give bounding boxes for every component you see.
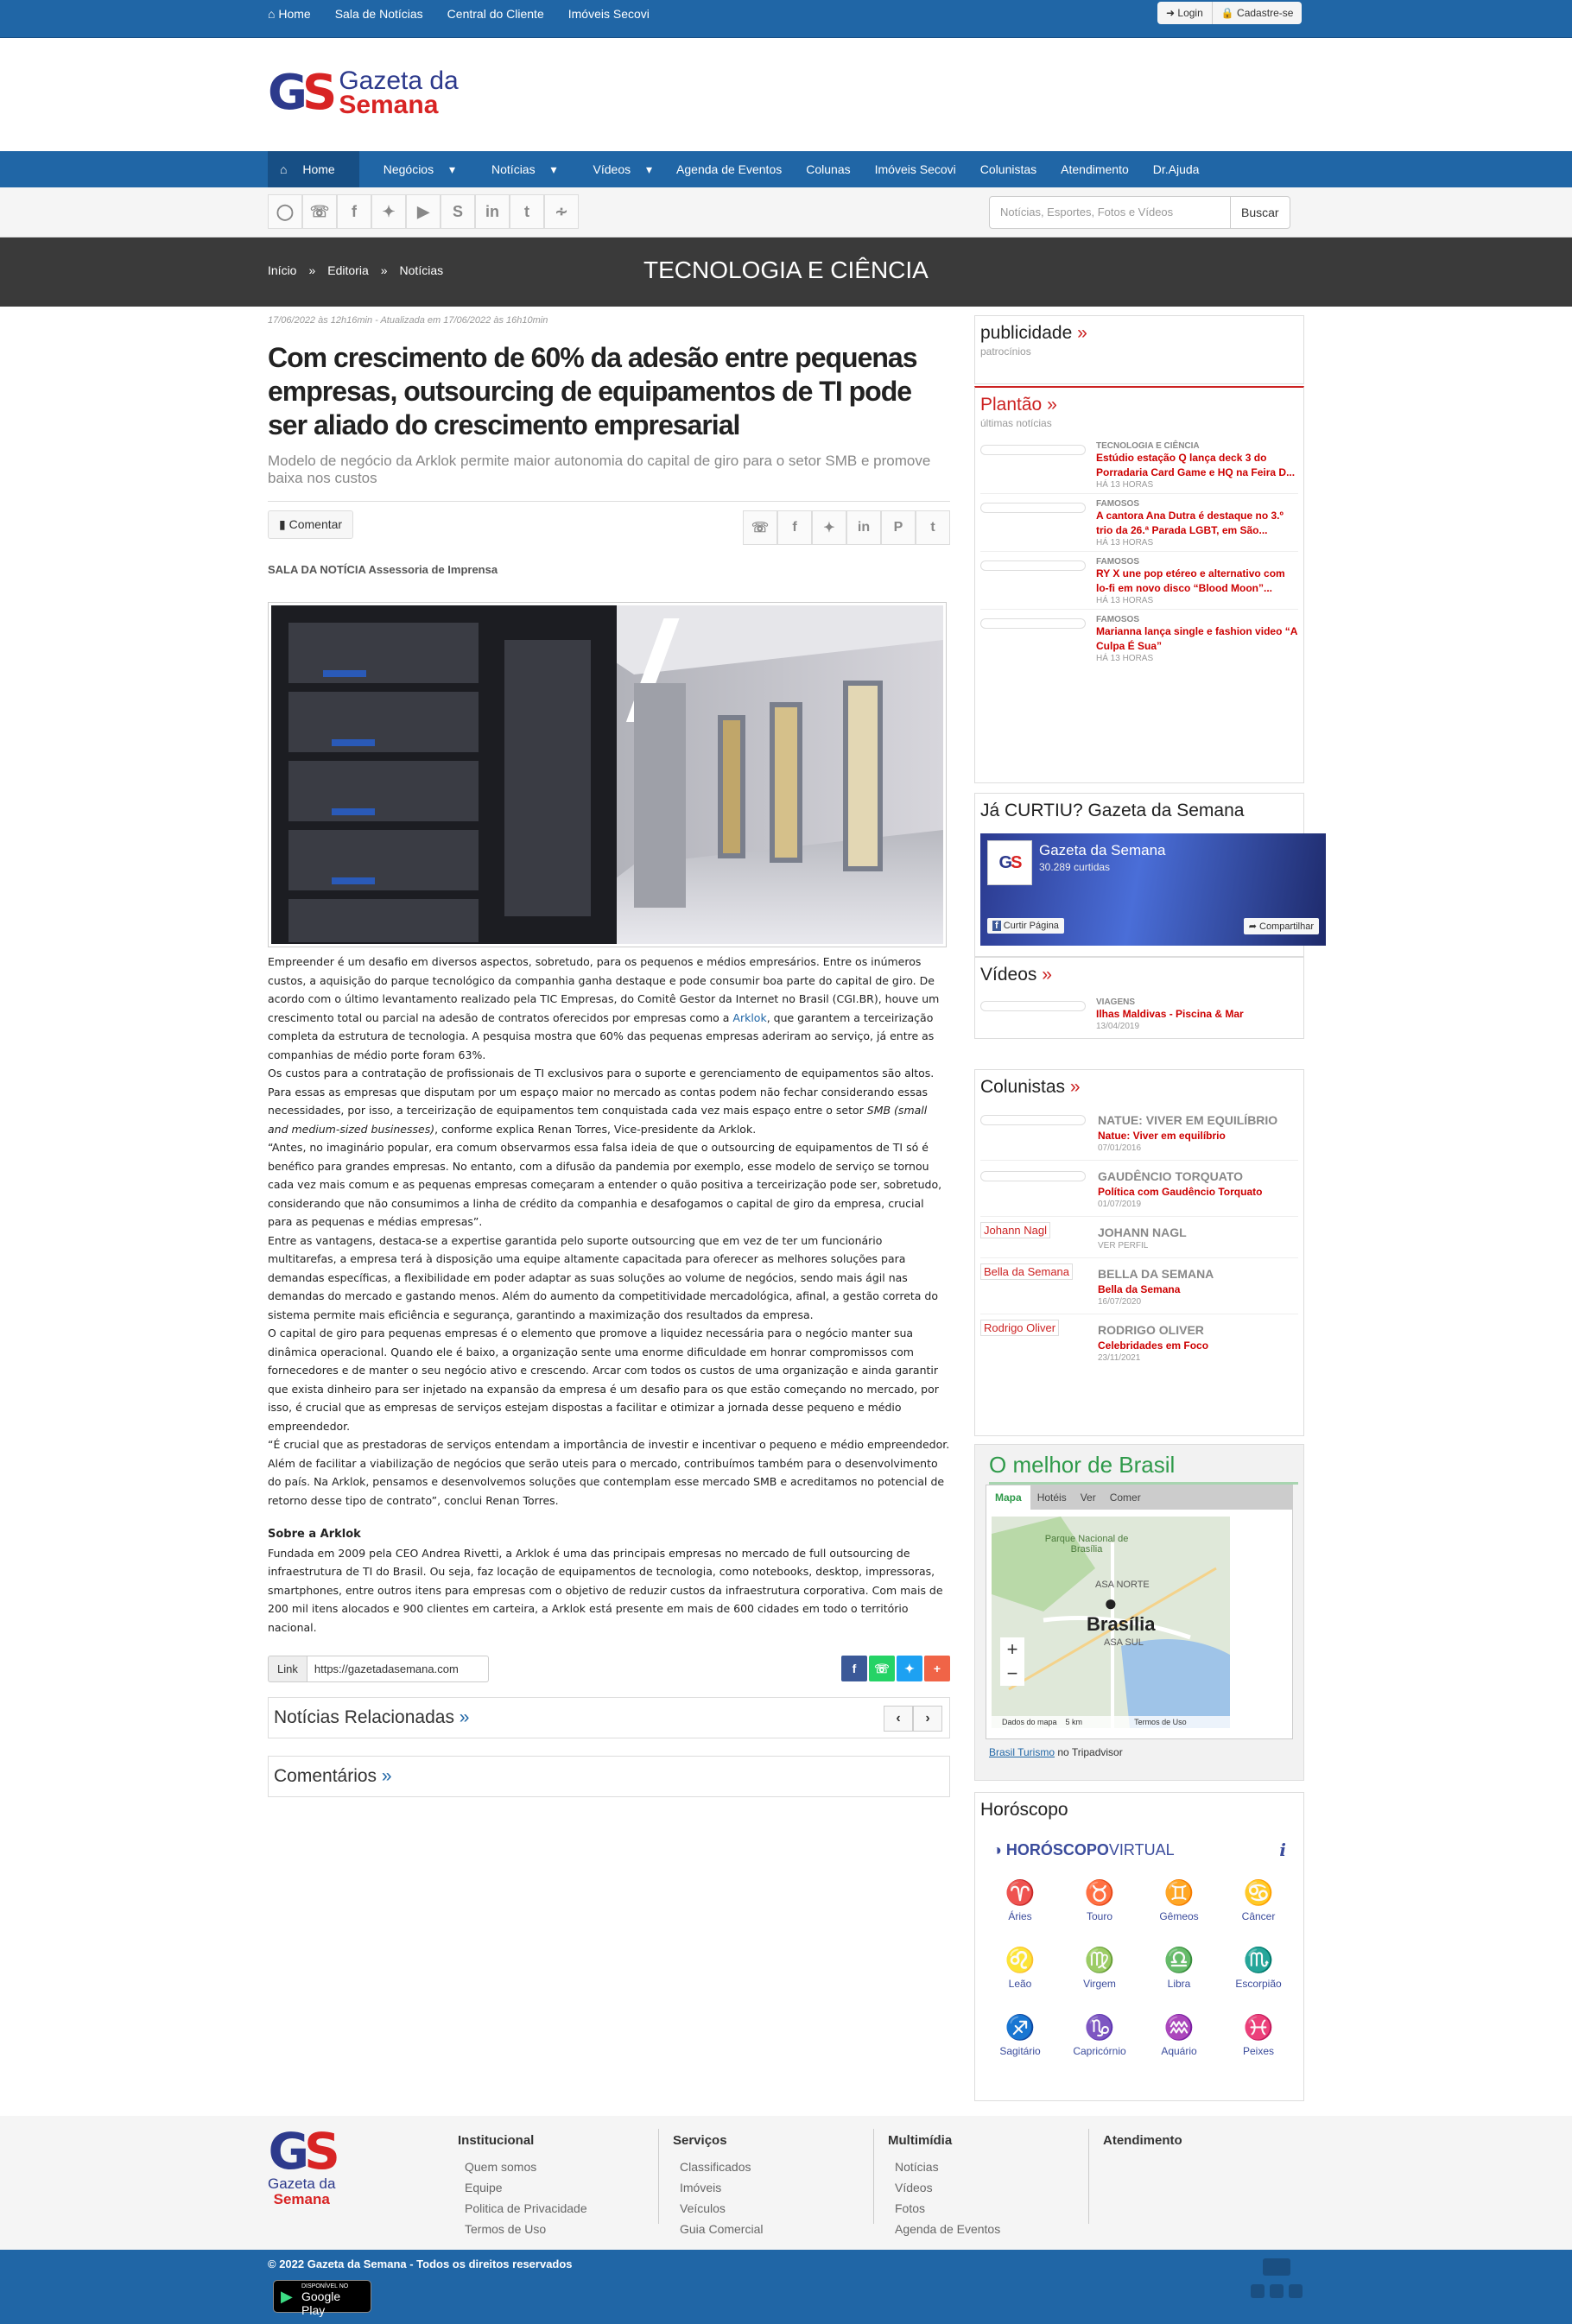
tripadvisor-panel — [986, 1485, 1293, 1739]
columnist-photo — [980, 1224, 1086, 1251]
linkedin-icon[interactable]: in — [475, 194, 510, 229]
facebook-page-plugin — [980, 833, 1326, 946]
chevron-right-icon: » — [1069, 1077, 1081, 1097]
sign-gemeos[interactable] — [1139, 1876, 1219, 1922]
related-news-title: Notícias Relacionadas — [274, 1707, 454, 1727]
twitter-share-icon[interactable]: ✦ — [897, 1656, 922, 1681]
server-room-image — [271, 605, 943, 944]
top-bar — [0, 0, 1572, 38]
columnist-photo — [980, 1168, 1086, 1209]
facebook-box — [974, 793, 1314, 957]
plantao-title — [980, 395, 1298, 415]
columnist-name: JOHANN NAGL — [1098, 1225, 1187, 1239]
login-label: Login — [1177, 7, 1203, 19]
footer-link[interactable]: Quem somos — [465, 2160, 537, 2174]
columnist-photo-alt: Johann Nagl — [980, 1222, 1050, 1238]
footer-logo-line1: Gazeta da — [268, 2175, 336, 2192]
chevron-right-icon: » — [1042, 965, 1052, 985]
sign-escorpiao[interactable] — [1219, 1943, 1298, 1990]
news-item[interactable] — [980, 436, 1298, 494]
search-button[interactable]: Buscar — [1231, 196, 1290, 229]
video-item[interactable] — [980, 992, 1298, 1035]
aquarius-icon: ♒ — [1163, 2014, 1195, 2041]
sign-label: Aquário — [1161, 2045, 1197, 2057]
ad-title-text: publicidade — [980, 323, 1073, 343]
footer-link[interactable]: Notícias — [895, 2160, 939, 2174]
news-title[interactable]: A cantora Ana Dutra é destaque no 3.º trio da 26.ª Parada LGBT, em São... — [1096, 510, 1284, 536]
sign-label: Sagitário — [999, 2045, 1041, 2057]
capricorn-icon: ♑ — [1084, 2014, 1115, 2041]
social-icons — [268, 194, 579, 229]
nav-imoveis[interactable]: Imóveis Secovi — [874, 162, 956, 176]
sign-leao[interactable] — [980, 1943, 1060, 1990]
sign-label: Libra — [1167, 1978, 1191, 1990]
sign-label: Leão — [1008, 1978, 1032, 1990]
comment-button[interactable] — [268, 510, 353, 539]
breadcrumb-noticias[interactable]: Notícias — [399, 263, 444, 277]
share-page-button[interactable] — [1244, 918, 1319, 934]
google-play-badge[interactable] — [273, 2280, 371, 2317]
nav-noticias[interactable] — [467, 151, 569, 187]
chevron-right-icon: » — [308, 263, 316, 277]
columnist-name: BELLA DA SEMANA — [1098, 1267, 1214, 1281]
chevron-down-icon: ▾ — [448, 162, 456, 176]
columnist-name: RODRIGO OLIVER — [1098, 1323, 1204, 1337]
arklok-link[interactable]: Arklok — [732, 1010, 767, 1024]
columnist-date: 01/07/2019 — [1098, 1200, 1142, 1209]
columnist-photo — [980, 1111, 1086, 1153]
footer-link[interactable]: Equipe — [465, 2181, 503, 2194]
nav-home[interactable]: ⌂ Home — [268, 151, 359, 187]
news-time: HÁ 13 HORAS — [1096, 596, 1154, 605]
facebook-icon: f — [992, 921, 1001, 931]
ad-title — [980, 323, 1298, 344]
libra-icon: ♎ — [1163, 1947, 1195, 1973]
gp-big-text: Google Play — [301, 2289, 341, 2317]
tab-hoteis[interactable]: Hotéis — [1036, 1491, 1067, 1504]
chevron-down-icon: ▾ — [550, 162, 557, 176]
about-heading: Sobre a Arklok — [268, 1528, 361, 1541]
nav-agenda[interactable]: Agenda de Eventos — [676, 162, 783, 176]
footer-col-title: Atendimento — [1103, 2133, 1182, 2148]
columnist-profile-link[interactable]: VER PERFIL — [1098, 1241, 1149, 1251]
pisces-icon: ♓ — [1243, 2014, 1274, 2041]
footer-link[interactable]: Politica de Privacidade — [465, 2201, 587, 2215]
facebook-share-icon[interactable]: f — [841, 1656, 867, 1681]
facebook-likes: 30.289 curtidas — [1039, 861, 1111, 873]
virgo-icon: ♍ — [1084, 1947, 1115, 1973]
columnist-column-link[interactable]: Política com Gaudêncio Torquato — [1098, 1186, 1263, 1198]
more-share-icon[interactable]: + — [924, 1656, 950, 1681]
news-category: FAMOSOS — [1096, 499, 1140, 509]
moon-icon: ◑ — [992, 1840, 1002, 1859]
footer-logo[interactable] — [268, 2122, 336, 2207]
whatsapp-icon[interactable]: ☏ — [743, 510, 777, 545]
article-paragraph — [268, 1064, 950, 1138]
article-text: , que garantem a terceirização completa da estrutura de tecnologia. A pesquisa mostra que 60% das pequenas empresas aderiram ao serviço, já entre as companhias de médio porte foram 63%. — [268, 1010, 935, 1061]
colunistas-title — [980, 1077, 1298, 1098]
zoom-out-button[interactable]: − — [1000, 1662, 1024, 1686]
linkedin-icon[interactable]: in — [846, 510, 881, 545]
logo-mark: GS — [268, 65, 333, 121]
footer-link[interactable]: Guia Comercial — [680, 2222, 764, 2236]
videos-title — [980, 965, 1298, 985]
sign-label: Peixes — [1242, 2045, 1275, 2057]
next-arrow-icon[interactable]: › — [913, 1706, 942, 1732]
like-page-button[interactable] — [987, 918, 1064, 934]
copyright: © 2022 Gazeta da Semana - Todos os direitos reservados — [268, 2258, 573, 2270]
tripadvisor-widget — [974, 1444, 1304, 1781]
sign-label: Virgem — [1083, 1978, 1116, 1990]
logo-line1: Gazeta da — [339, 66, 459, 95]
article-body — [268, 953, 950, 1637]
article-paragraph: O capital de giro para pequenas empresas é o elemento que promove a liquidez necessária para o negócio manter sua dinâmica operacional. Quando ele é baixo, a organização sente uma enorme dificuldade em honrar compromissos com fornecedores e de manter o seu negócio ativo e crescendo. Arcar com todos os custos de uma organização e ainda garantir que exista dinheiro para ser injetado na expansão da empresa é um desafio para os que estão começando no mercado, por isso, é crucial que as empresas de serviços estejam dispostas a facilitar e otimizar a jornada desse pequeno e médio empreendedor. — [268, 1327, 939, 1433]
news-category: FAMOSOS — [1096, 557, 1140, 567]
horoscopo-box — [974, 1792, 1304, 2101]
nav-home-label: Home — [302, 162, 335, 176]
tripadvisor-tabs — [986, 1485, 1292, 1510]
article-paragraph: Fundada em 2009 pela CEO Andrea Rivetti, a Arklok é uma das principais empresas no mercado de full outsourcing de infraestrutura de TI do Brasil. Ou seja, faz locação de equipamentos de tecnologia, como notebooks, desktop, impressoras, smartphones, entre outros itens para empresas com o objetivo de reduzir custos da infraestrutura corporativa. Com mais de 200 mil itens alocados e 900 clientes em carteira, a Arklok está presente em mais de 600 cidades em todo o território nacional. — [268, 1546, 943, 1634]
footer-col-title: Serviços — [673, 2133, 727, 2148]
related-nav — [884, 1706, 942, 1732]
article-text: , conforme explica Renan Torres, Vice-presidente da Arklok. — [434, 1122, 757, 1136]
news-item[interactable] — [980, 610, 1298, 667]
footer-link[interactable]: Agenda de Eventos — [895, 2222, 1001, 2236]
gp-small-text: DISPONÍVEL NO — [301, 2283, 349, 2289]
sign-label: Gêmeos — [1159, 1910, 1199, 1922]
article-text-emphasis: SMB (small and medium-sized businesses) — [268, 1104, 928, 1136]
logo-line2: Semana — [339, 91, 439, 119]
footer-logo-mark: GS — [268, 2122, 335, 2181]
columnist-date: 16/07/2020 — [1098, 1297, 1142, 1307]
tumblr-icon[interactable]: t — [916, 510, 950, 545]
ad-box — [974, 315, 1304, 384]
footer-divider — [1088, 2129, 1089, 2224]
top-nav-home-label: Home — [278, 7, 311, 21]
map-terms-link[interactable]: Termos de Uso — [1134, 1718, 1187, 1726]
footer-col-title: Multimídia — [888, 2133, 953, 2148]
section-title: TECNOLOGIA E CIÊNCIA — [643, 256, 929, 283]
tab-ver[interactable]: Ver — [1080, 1491, 1096, 1504]
sign-label: Escorpião — [1235, 1978, 1282, 1990]
share-page-label: Compartilhar — [1259, 921, 1314, 932]
sign-touro[interactable] — [1060, 1876, 1139, 1922]
facebook-icon[interactable]: f — [337, 194, 371, 229]
sagittarius-icon: ♐ — [1005, 2014, 1036, 2041]
footer-divider — [658, 2129, 659, 2224]
map-pin-icon: ● — [1104, 1590, 1118, 1616]
sign-cancer[interactable] — [1219, 1876, 1298, 1922]
footer-col-multimidia — [888, 2133, 1087, 2239]
sign-sagitario[interactable] — [980, 2011, 1060, 2057]
news-title[interactable]: RY X une pop etéreo e alternativo com lo-fi em novo disco “Blood Moon”... — [1096, 567, 1285, 594]
news-item[interactable] — [980, 494, 1298, 552]
youtube-icon[interactable]: ▶ — [406, 194, 441, 229]
zodiac-grid — [980, 1876, 1298, 2057]
news-title[interactable]: Estúdio estação Q lança deck 3 do Porradaria Card Game e HQ na Feira D... — [1096, 452, 1296, 478]
video-thumbnail — [980, 1001, 1086, 1011]
share-arrow-icon: ➦ — [1248, 921, 1257, 932]
plantao-title-text: Plantão — [980, 395, 1043, 415]
news-thumbnail — [980, 618, 1086, 629]
videos-title-text: Vídeos — [980, 965, 1037, 985]
map-north-label: ASA NORTE — [1095, 1580, 1150, 1590]
article-paragraph: “Antes, no imaginário popular, era comum observarmos essa falsa ideia de que o outsourcing de equipamentos de TI só é benéfico para grandes empresas. No entanto, com a difusão da pandemia por exemplo, esse modelo de serviço se tornou cada vez mais comum e as pequenas empresas começaram a entender o quão positiva a terceirização pode ser, sobretudo, considerando que não consumimos a linha de crédito da companhia e desafogamos o capital de giro da empresa, crucial para as pequenas e médias empresas”. — [268, 1141, 942, 1228]
link-row — [268, 1654, 950, 1683]
columnist-name: NATUE: VIVER EM EQUILÍBRIO — [1098, 1113, 1278, 1127]
columnist-column-link[interactable]: Bella da Semana — [1098, 1283, 1181, 1295]
chevron-right-icon: » — [1077, 323, 1087, 343]
sitemap-icon[interactable] — [1251, 2258, 1303, 2305]
facebook-page-name[interactable]: Gazeta da Semana — [1039, 842, 1166, 858]
main-nav — [268, 151, 1211, 187]
skype-icon[interactable]: S — [441, 194, 475, 229]
sign-peixes[interactable] — [1219, 2011, 1298, 2057]
footer-link[interactable]: Termos de Uso — [465, 2222, 547, 2236]
top-nav — [268, 0, 650, 28]
map-scale-label: 5 km — [1065, 1718, 1083, 1726]
video-category: VIAGENS — [1096, 997, 1136, 1007]
article-date: 17/06/2022 às 12h16min - Atualizada em 17/06/2022 às 16h10min — [268, 315, 548, 326]
comment-button-label: Comentar — [288, 517, 343, 531]
twitter-icon[interactable]: ✦ — [371, 194, 406, 229]
top-nav-central[interactable]: Central do Cliente — [447, 7, 544, 21]
chevron-right-icon: » — [380, 263, 388, 277]
breadcrumb-inicio[interactable]: Início — [268, 263, 297, 277]
columnist-date: 07/01/2016 — [1098, 1143, 1142, 1153]
columnist-photo — [980, 1265, 1086, 1307]
columnist-photo-alt: Rodrigo Oliver — [980, 1320, 1059, 1336]
article — [268, 315, 950, 1797]
columnist-item[interactable] — [980, 1258, 1298, 1314]
link-url-field[interactable]: https://gazetadasemana.com — [307, 1656, 489, 1682]
share-buttons — [841, 1656, 950, 1681]
footer-link[interactable]: Fotos — [895, 2201, 926, 2215]
site-logo[interactable] — [268, 65, 459, 121]
auth-buttons — [1157, 2, 1302, 24]
tab-comer[interactable]: Comer — [1109, 1491, 1141, 1504]
map-footer — [992, 1716, 1230, 1728]
top-nav-home[interactable]: ⌂ Home — [268, 7, 311, 21]
page-logo: GS — [987, 840, 1032, 885]
chevron-down-icon: ▾ — [646, 162, 653, 176]
nav-noticias-label: Notícias — [491, 162, 536, 176]
top-nav-sala[interactable]: Sala de Notícias — [334, 7, 423, 21]
prev-arrow-icon[interactable]: ‹ — [884, 1706, 913, 1732]
ad-subtitle: patrocínios — [980, 345, 1031, 358]
sign-capricornio[interactable] — [1060, 2011, 1139, 2057]
horoscopo-title: Horóscopo — [980, 1800, 1068, 1820]
article-title: Com crescimento de 60% da adesão entre pequenas empresas, outsourcing de equipamentos de TI pode ser aliado do crescimento empresarial — [268, 342, 917, 440]
footer-col-institucional — [458, 2133, 656, 2239]
sign-libra[interactable] — [1139, 1943, 1219, 1990]
aries-icon: ♈ — [1005, 1879, 1036, 1906]
tab-mapa[interactable]: Mapa — [986, 1485, 1030, 1510]
footer-logo-line2: Semana — [273, 2191, 330, 2207]
chevron-right-icon: » — [1047, 395, 1057, 415]
taurus-icon: ♉ — [1084, 1879, 1115, 1906]
comments-title: Comentários — [274, 1766, 377, 1786]
zoom-in-button[interactable]: + — [1000, 1637, 1024, 1662]
login-button[interactable]: ➜ Login — [1157, 2, 1213, 24]
article-text: Empreender é um desafio em diversos aspectos, sobretudo, para os pequenos e médios empresários. Entre os inúmeros custos, a aquisição do parque tecnológico da companhia ganha destaque e pode consumir boa parte do capital de giro. De acordo com o último levantamento realizado pela TIC Empresas, do Comitê Gestor da Internet no Brasil (CGI.BR), houve um crescimento total ou parcial na adesão de contratos oferecidos por empresas como a — [268, 955, 940, 1024]
brand-part-a: HORÓSCOPO — [1005, 1840, 1109, 1859]
footer-link[interactable]: Veículos — [680, 2201, 726, 2215]
news-thumbnail — [980, 560, 1086, 571]
news-category: FAMOSOS — [1096, 615, 1140, 624]
rss-icon[interactable]: ∻ — [544, 194, 579, 229]
signup-button[interactable]: 🔒 Cadastre-se — [1220, 7, 1294, 19]
article-subtitle: Modelo de negócio da Arklok permite maior autonomia do capital de giro para o setor SMB e promove baixa nos custos — [268, 453, 931, 486]
tripadvisor-suffix: no Tripadvisor — [1055, 1746, 1123, 1758]
whatsapp-icon[interactable]: ☏ — [302, 194, 337, 229]
footer-col-servicos — [673, 2133, 872, 2239]
columnist-item[interactable] — [980, 1314, 1298, 1370]
like-page-label: Curtir Página — [1003, 921, 1059, 931]
columnist-item[interactable] — [980, 1161, 1298, 1217]
share-icons — [743, 510, 950, 545]
map-south-label: ASA SUL — [1104, 1637, 1144, 1648]
nav-videos-label: Vídeos — [593, 162, 631, 176]
article-paragraph — [268, 953, 950, 1064]
columnist-date: 23/11/2021 — [1098, 1353, 1141, 1363]
pinterest-icon[interactable]: P — [881, 510, 916, 545]
footer-link[interactable]: Vídeos — [895, 2181, 933, 2194]
sign-aquario[interactable] — [1139, 2011, 1219, 2057]
nav-drajuda[interactable]: Dr.Ajuda — [1152, 162, 1200, 176]
news-thumbnail — [980, 445, 1086, 455]
signup-label: Cadastre-se — [1237, 7, 1294, 19]
top-nav-imoveis[interactable]: Imóveis Secovi — [567, 7, 650, 21]
play-icon: ▶ — [281, 2288, 293, 2305]
facebook-icon[interactable]: f — [777, 510, 812, 545]
comment-icon: ▮ — [279, 517, 286, 531]
columnist-photo-alt: Bella da Semana — [980, 1263, 1073, 1280]
news-item[interactable] — [980, 552, 1298, 610]
columnist-column-link[interactable]: Natue: Viver em equilíbrio — [1098, 1130, 1226, 1142]
footer-col-title: Institucional — [458, 2133, 535, 2148]
breadcrumb-editoria[interactable]: Editoria — [327, 263, 369, 277]
social-row — [0, 187, 1572, 237]
breadcrumb — [268, 263, 443, 277]
related-news-header — [268, 1697, 950, 1738]
sign-aries[interactable] — [980, 1876, 1060, 1922]
info-icon[interactable]: i — [1279, 1840, 1286, 1860]
plantao-box — [974, 386, 1304, 783]
columnist-item[interactable] — [980, 1105, 1298, 1161]
news-thumbnail — [980, 503, 1086, 513]
columnist-column-link[interactable]: Celebridades em Foco — [1098, 1339, 1209, 1352]
chevron-right-icon: » — [381, 1766, 392, 1786]
article-author: SALA DA NOTÍCIA Assessoria de Imprensa — [268, 563, 498, 576]
brasil-turismo-link[interactable]: Brasil Turismo — [989, 1746, 1055, 1758]
map-city-label: Brasília — [1087, 1613, 1156, 1635]
leo-icon: ♌ — [1005, 1947, 1036, 1973]
tripadvisor-heading: O melhor de Brasil — [989, 1452, 1298, 1485]
link-label: Link — [268, 1656, 307, 1682]
footer-divider — [873, 2129, 874, 2224]
article-photo — [268, 602, 947, 947]
footer-link[interactable]: Classificados — [680, 2160, 751, 2174]
brand-part-b: VIRTUAL — [1108, 1840, 1175, 1859]
footer-col-atendimento — [1103, 2133, 1302, 2156]
footer-link[interactable]: Imóveis — [680, 2181, 722, 2194]
tumblr-icon[interactable]: t — [510, 194, 544, 229]
article-paragraph: Entre as vantagens, destaca-se a expertise garantida pelo suporte outsourcing que em vez de ter um funcionário multitarefas, a empresa terá à disposição uma equipe altamente capacitada para oferecer as melhores soluções para demandas específicas, a flexibilidade em poder adaptar as suas soluções ao volume de negócios, sendo mais ágil nas demandas do mercado e gastando menos. Além do aumento da competitividade mercadológica, afinal, a gestão correta do sistema permite mais eficiência e segurança, garantindo a maximização dos resultados da empresa. — [268, 1233, 939, 1321]
tripadvisor-footer — [989, 1746, 1290, 1758]
nav-atendimento[interactable]: Atendimento — [1061, 162, 1129, 176]
news-time: HÁ 13 HORAS — [1096, 538, 1154, 548]
tripadvisor-map[interactable] — [992, 1517, 1230, 1728]
scorpio-icon: ♏ — [1243, 1947, 1274, 1973]
article-paragraph: “É crucial que as prestadoras de serviços entendam a importância de investir e incentivar o pequeno e médio empreendedor. Além de facilitar a viabilização de negócios que serão uteis para o mercado, contribuímos também para o desenvolvimento do país. Na Arklok, pensamos e desenvolvemos soluções que contemplam esse mercado SMB e acreditamos no potencial de retorno desse tipo de contrato”, conclui Renan Torres. — [268, 1438, 950, 1507]
article-text: Os custos para a contratação de profissionais de TI exclusivos para o suporte e gerenciamento de equipamentos são altos. Para essas as empresas que disputam por um espaço maior no mercado as contas podem não fechar considerando essas necessidades, por isso, a terceirização de equipamentos tem conquistada cada vez mais espaço entre o setor — [268, 1067, 935, 1117]
search-input[interactable]: Notícias, Esportes, Fotos e Vídeos — [989, 196, 1231, 229]
colunistas-box — [974, 1069, 1304, 1436]
twitter-icon[interactable]: ✦ — [812, 510, 846, 545]
gemini-icon: ♊ — [1163, 1879, 1195, 1906]
news-category: TECNOLOGIA E CIÊNCIA — [1096, 441, 1200, 451]
sign-label: Capricórnio — [1073, 2045, 1126, 2057]
search-form — [989, 196, 1290, 229]
plantao-subtitle: últimas notícias — [980, 417, 1052, 429]
nav-colunas[interactable]: Colunas — [806, 162, 851, 176]
sign-label: Touro — [1086, 1910, 1113, 1922]
nav-negocios-label: Negócios — [383, 162, 434, 176]
nav-colunistas[interactable]: Colunistas — [979, 162, 1037, 176]
facebook-box-title: Já CURTIU? Gazeta da Semana — [980, 801, 1245, 820]
chevron-right-icon: » — [459, 1707, 470, 1727]
video-date: 13/04/2019 — [1096, 1022, 1140, 1031]
news-time: HÁ 13 HORAS — [1096, 654, 1154, 663]
columnist-photo — [980, 1321, 1086, 1363]
whatsapp-share-icon[interactable]: ☏ — [869, 1656, 895, 1681]
videos-box — [974, 957, 1304, 1039]
cancer-icon: ♋ — [1243, 1879, 1274, 1906]
map-park-label: Parque Nacional de Brasília — [1044, 1534, 1129, 1555]
news-title[interactable]: Marianna lança single e fashion video “A Culpa É Sua” — [1096, 625, 1297, 652]
logo-text — [339, 66, 459, 119]
comments-header — [268, 1756, 950, 1797]
columnist-item[interactable] — [980, 1217, 1298, 1258]
article-actions — [268, 501, 950, 551]
colunistas-title-text: Colunistas — [980, 1077, 1066, 1097]
nav-videos[interactable] — [569, 151, 665, 187]
instagram-icon[interactable]: ◯ — [268, 194, 302, 229]
video-title[interactable]: Ilhas Maldivas - Piscina & Mar — [1096, 1008, 1244, 1020]
nav-negocios[interactable] — [359, 151, 467, 187]
sign-virgem[interactable] — [1060, 1943, 1139, 1990]
sign-label: Câncer — [1241, 1910, 1276, 1922]
map-data-label: Dados do mapa — [1002, 1718, 1057, 1726]
news-time: HÁ 13 HORAS — [1096, 480, 1154, 490]
horoscopo-brand — [992, 1840, 1286, 1860]
bottom-bar — [0, 2250, 1572, 2324]
sign-label: Áries — [1008, 1910, 1032, 1922]
columnist-name: GAUDÊNCIO TORQUATO — [1098, 1169, 1244, 1183]
